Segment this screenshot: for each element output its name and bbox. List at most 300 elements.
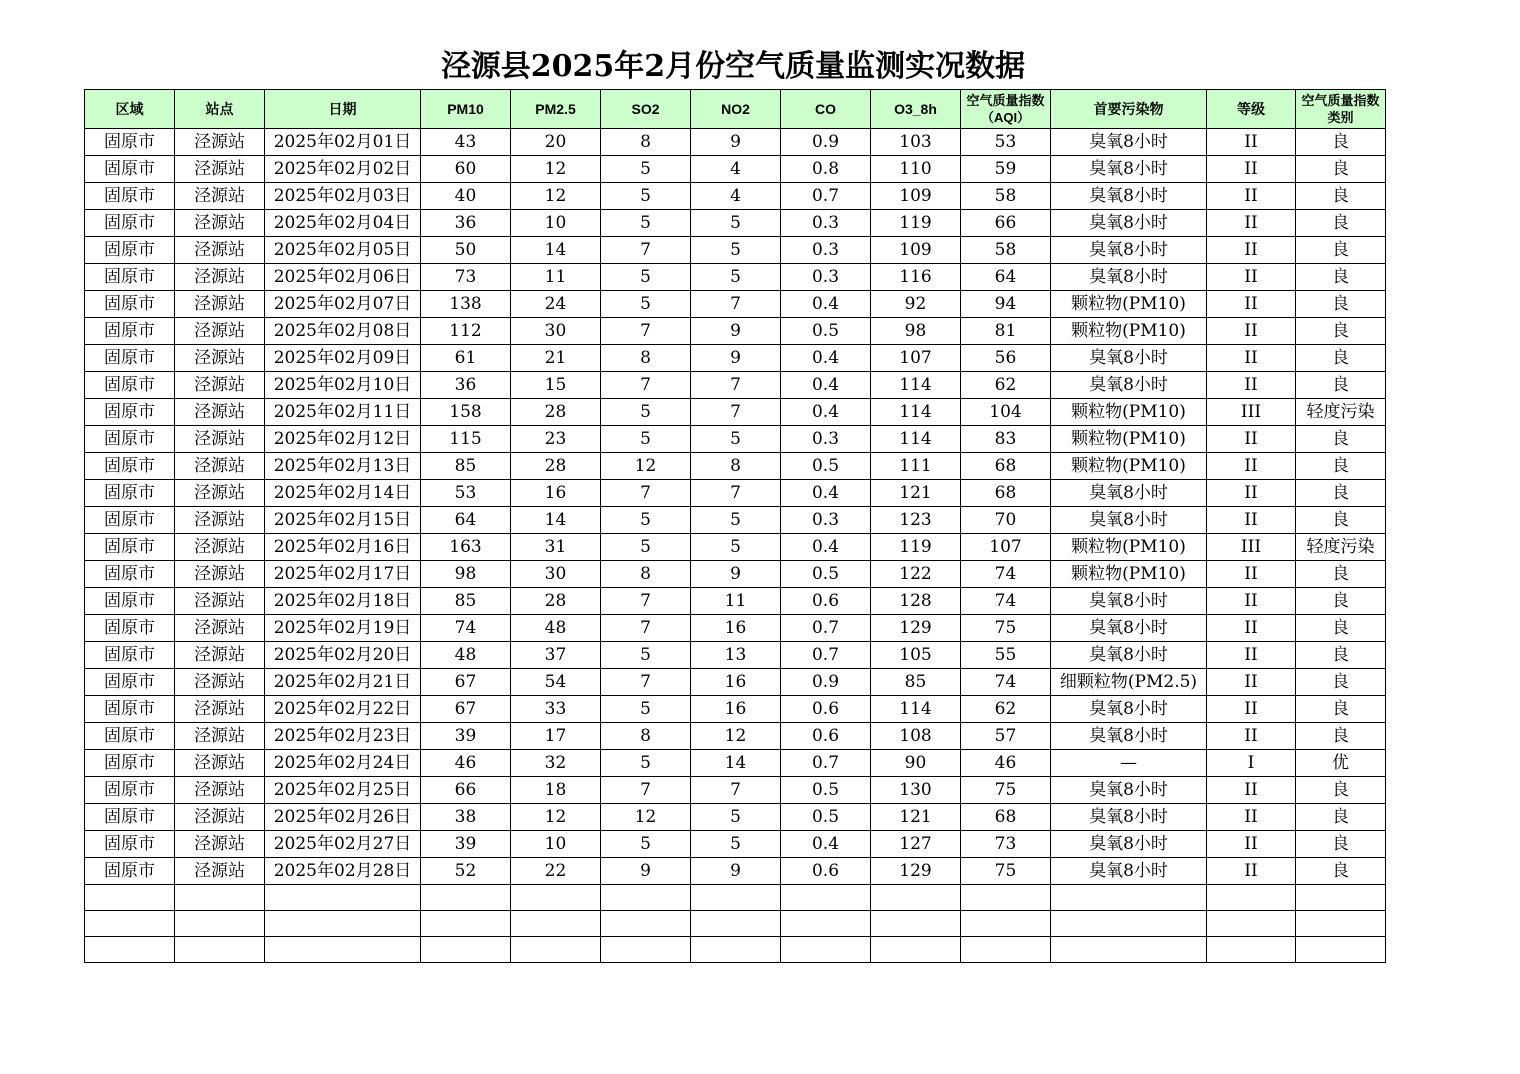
- cell-o3-8h[interactable]: 114: [871, 372, 961, 399]
- cell-region[interactable]: 固原市: [85, 264, 175, 291]
- cell-date[interactable]: 2025年02月27日: [265, 831, 421, 858]
- cell-region[interactable]: 固原市: [85, 534, 175, 561]
- empty-cell[interactable]: [175, 937, 265, 963]
- cell-date[interactable]: 2025年02月24日: [265, 750, 421, 777]
- cell-grade[interactable]: II: [1207, 372, 1296, 399]
- cell-no2[interactable]: 8: [691, 453, 781, 480]
- empty-cell[interactable]: [1051, 937, 1207, 963]
- cell-pm10[interactable]: 73: [421, 264, 511, 291]
- cell-pm10[interactable]: 74: [421, 615, 511, 642]
- cell-aqi[interactable]: 68: [961, 453, 1051, 480]
- cell-aqi-category[interactable]: 优: [1296, 750, 1386, 777]
- cell-date[interactable]: 2025年02月07日: [265, 291, 421, 318]
- cell-aqi[interactable]: 75: [961, 615, 1051, 642]
- cell-pm10[interactable]: 98: [421, 561, 511, 588]
- column-header-so2[interactable]: SO2: [601, 90, 691, 129]
- cell-co[interactable]: 0.9: [781, 669, 871, 696]
- cell-pm10[interactable]: 50: [421, 237, 511, 264]
- empty-cell[interactable]: [691, 885, 781, 911]
- cell-station[interactable]: 泾源站: [175, 345, 265, 372]
- cell-primary-pollutant[interactable]: 颗粒物(PM10): [1051, 318, 1207, 345]
- cell-grade[interactable]: I: [1207, 750, 1296, 777]
- cell-aqi[interactable]: 74: [961, 669, 1051, 696]
- cell-no2[interactable]: 4: [691, 183, 781, 210]
- empty-cell[interactable]: [781, 885, 871, 911]
- cell-no2[interactable]: 5: [691, 210, 781, 237]
- cell-station[interactable]: 泾源站: [175, 615, 265, 642]
- cell-grade[interactable]: II: [1207, 156, 1296, 183]
- cell-aqi-category[interactable]: 良: [1296, 345, 1386, 372]
- empty-cell[interactable]: [265, 937, 421, 963]
- table-row[interactable]: [85, 480, 1386, 507]
- cell-grade[interactable]: II: [1207, 588, 1296, 615]
- cell-date[interactable]: 2025年02月22日: [265, 696, 421, 723]
- cell-pm10[interactable]: 52: [421, 858, 511, 885]
- cell-aqi-category[interactable]: 良: [1296, 210, 1386, 237]
- cell-region[interactable]: 固原市: [85, 156, 175, 183]
- cell-region[interactable]: 固原市: [85, 696, 175, 723]
- table-row[interactable]: [85, 345, 1386, 372]
- cell-so2[interactable]: 7: [601, 777, 691, 804]
- cell-primary-pollutant[interactable]: 臭氧8小时: [1051, 804, 1207, 831]
- cell-aqi-category[interactable]: 轻度污染: [1296, 534, 1386, 561]
- cell-o3-8h[interactable]: 119: [871, 534, 961, 561]
- cell-primary-pollutant[interactable]: 颗粒物(PM10): [1051, 291, 1207, 318]
- table-row[interactable]: [85, 129, 1386, 156]
- cell-pm25[interactable]: 28: [511, 588, 601, 615]
- cell-date[interactable]: 2025年02月13日: [265, 453, 421, 480]
- empty-cell[interactable]: [265, 885, 421, 911]
- cell-date[interactable]: 2025年02月05日: [265, 237, 421, 264]
- cell-date[interactable]: 2025年02月12日: [265, 426, 421, 453]
- column-header-grade[interactable]: 等级: [1207, 90, 1296, 129]
- cell-pm10[interactable]: 158: [421, 399, 511, 426]
- column-header-region[interactable]: 区域: [85, 90, 175, 129]
- empty-cell[interactable]: [421, 885, 511, 911]
- cell-date[interactable]: 2025年02月28日: [265, 858, 421, 885]
- empty-cell[interactable]: [691, 937, 781, 963]
- cell-no2[interactable]: 4: [691, 156, 781, 183]
- cell-primary-pollutant[interactable]: 臭氧8小时: [1051, 615, 1207, 642]
- cell-aqi[interactable]: 64: [961, 264, 1051, 291]
- empty-cell[interactable]: [961, 937, 1051, 963]
- cell-co[interactable]: 0.9: [781, 129, 871, 156]
- cell-aqi-category[interactable]: 良: [1296, 426, 1386, 453]
- cell-co[interactable]: 0.3: [781, 426, 871, 453]
- column-header-no2[interactable]: NO2: [691, 90, 781, 129]
- cell-aqi[interactable]: 58: [961, 183, 1051, 210]
- cell-aqi[interactable]: 53: [961, 129, 1051, 156]
- cell-pm25[interactable]: 12: [511, 156, 601, 183]
- cell-co[interactable]: 0.5: [781, 318, 871, 345]
- cell-o3-8h[interactable]: 108: [871, 723, 961, 750]
- cell-o3-8h[interactable]: 109: [871, 237, 961, 264]
- empty-cell[interactable]: [175, 885, 265, 911]
- cell-co[interactable]: 0.4: [781, 291, 871, 318]
- cell-no2[interactable]: 5: [691, 534, 781, 561]
- cell-no2[interactable]: 11: [691, 588, 781, 615]
- table-row[interactable]: [85, 318, 1386, 345]
- cell-aqi-category[interactable]: 良: [1296, 588, 1386, 615]
- cell-aqi-category[interactable]: 良: [1296, 237, 1386, 264]
- cell-primary-pollutant[interactable]: 臭氧8小时: [1051, 858, 1207, 885]
- cell-region[interactable]: 固原市: [85, 345, 175, 372]
- cell-aqi[interactable]: 58: [961, 237, 1051, 264]
- empty-cell[interactable]: [961, 885, 1051, 911]
- cell-grade[interactable]: II: [1207, 345, 1296, 372]
- cell-station[interactable]: 泾源站: [175, 129, 265, 156]
- cell-aqi[interactable]: 94: [961, 291, 1051, 318]
- cell-pm25[interactable]: 32: [511, 750, 601, 777]
- cell-primary-pollutant[interactable]: 臭氧8小时: [1051, 642, 1207, 669]
- cell-primary-pollutant[interactable]: 颗粒物(PM10): [1051, 399, 1207, 426]
- cell-aqi-category[interactable]: 良: [1296, 453, 1386, 480]
- cell-region[interactable]: 固原市: [85, 480, 175, 507]
- empty-cell[interactable]: [1296, 937, 1386, 963]
- cell-region[interactable]: 固原市: [85, 183, 175, 210]
- cell-so2[interactable]: 5: [601, 426, 691, 453]
- empty-cell[interactable]: [85, 885, 175, 911]
- cell-station[interactable]: 泾源站: [175, 642, 265, 669]
- cell-no2[interactable]: 16: [691, 669, 781, 696]
- cell-grade[interactable]: II: [1207, 264, 1296, 291]
- cell-so2[interactable]: 7: [601, 480, 691, 507]
- cell-date[interactable]: 2025年02月20日: [265, 642, 421, 669]
- cell-aqi-category[interactable]: 良: [1296, 480, 1386, 507]
- cell-no2[interactable]: 5: [691, 804, 781, 831]
- cell-aqi[interactable]: 81: [961, 318, 1051, 345]
- cell-co[interactable]: 0.6: [781, 588, 871, 615]
- cell-so2[interactable]: 5: [601, 831, 691, 858]
- cell-so2[interactable]: 7: [601, 237, 691, 264]
- cell-co[interactable]: 0.5: [781, 453, 871, 480]
- cell-region[interactable]: 固原市: [85, 750, 175, 777]
- cell-grade[interactable]: II: [1207, 237, 1296, 264]
- cell-date[interactable]: 2025年02月04日: [265, 210, 421, 237]
- cell-o3-8h[interactable]: 111: [871, 453, 961, 480]
- cell-date[interactable]: 2025年02月10日: [265, 372, 421, 399]
- cell-so2[interactable]: 5: [601, 291, 691, 318]
- cell-co[interactable]: 0.7: [781, 642, 871, 669]
- cell-so2[interactable]: 7: [601, 615, 691, 642]
- cell-station[interactable]: 泾源站: [175, 777, 265, 804]
- cell-region[interactable]: 固原市: [85, 831, 175, 858]
- cell-so2[interactable]: 12: [601, 453, 691, 480]
- cell-grade[interactable]: II: [1207, 831, 1296, 858]
- cell-o3-8h[interactable]: 107: [871, 345, 961, 372]
- cell-aqi-category[interactable]: 良: [1296, 561, 1386, 588]
- cell-co[interactable]: 0.5: [781, 777, 871, 804]
- cell-pm25[interactable]: 33: [511, 696, 601, 723]
- empty-cell[interactable]: [511, 937, 601, 963]
- cell-aqi[interactable]: 104: [961, 399, 1051, 426]
- cell-aqi[interactable]: 75: [961, 777, 1051, 804]
- cell-station[interactable]: 泾源站: [175, 669, 265, 696]
- table-row[interactable]: [85, 237, 1386, 264]
- cell-station[interactable]: 泾源站: [175, 426, 265, 453]
- cell-grade[interactable]: III: [1207, 399, 1296, 426]
- cell-pm10[interactable]: 40: [421, 183, 511, 210]
- cell-no2[interactable]: 9: [691, 129, 781, 156]
- cell-co[interactable]: 0.4: [781, 480, 871, 507]
- cell-pm25[interactable]: 16: [511, 480, 601, 507]
- table-row[interactable]: [85, 642, 1386, 669]
- cell-pm10[interactable]: 36: [421, 372, 511, 399]
- cell-so2[interactable]: 8: [601, 129, 691, 156]
- cell-region[interactable]: 固原市: [85, 129, 175, 156]
- cell-aqi[interactable]: 59: [961, 156, 1051, 183]
- cell-date[interactable]: 2025年02月09日: [265, 345, 421, 372]
- cell-region[interactable]: 固原市: [85, 615, 175, 642]
- empty-cell[interactable]: [1207, 911, 1296, 937]
- cell-region[interactable]: 固原市: [85, 858, 175, 885]
- cell-primary-pollutant[interactable]: 臭氧8小时: [1051, 156, 1207, 183]
- cell-so2[interactable]: 7: [601, 372, 691, 399]
- cell-aqi[interactable]: 68: [961, 804, 1051, 831]
- cell-pm25[interactable]: 17: [511, 723, 601, 750]
- cell-o3-8h[interactable]: 110: [871, 156, 961, 183]
- cell-aqi-category[interactable]: 良: [1296, 642, 1386, 669]
- cell-o3-8h[interactable]: 129: [871, 858, 961, 885]
- cell-co[interactable]: 0.3: [781, 210, 871, 237]
- cell-pm25[interactable]: 20: [511, 129, 601, 156]
- cell-pm10[interactable]: 163: [421, 534, 511, 561]
- cell-aqi-category[interactable]: 良: [1296, 318, 1386, 345]
- cell-no2[interactable]: 14: [691, 750, 781, 777]
- cell-co[interactable]: 0.7: [781, 615, 871, 642]
- cell-o3-8h[interactable]: 98: [871, 318, 961, 345]
- cell-pm10[interactable]: 38: [421, 804, 511, 831]
- cell-primary-pollutant[interactable]: 臭氧8小时: [1051, 210, 1207, 237]
- cell-grade[interactable]: II: [1207, 507, 1296, 534]
- empty-cell[interactable]: [601, 885, 691, 911]
- cell-co[interactable]: 0.3: [781, 507, 871, 534]
- cell-grade[interactable]: II: [1207, 480, 1296, 507]
- cell-pm10[interactable]: 39: [421, 831, 511, 858]
- cell-primary-pollutant[interactable]: 臭氧8小时: [1051, 696, 1207, 723]
- table-row[interactable]: [85, 669, 1386, 696]
- cell-grade[interactable]: II: [1207, 642, 1296, 669]
- cell-pm10[interactable]: 64: [421, 507, 511, 534]
- empty-cell[interactable]: [1207, 937, 1296, 963]
- cell-region[interactable]: 固原市: [85, 372, 175, 399]
- cell-no2[interactable]: 7: [691, 291, 781, 318]
- empty-table-row[interactable]: [85, 937, 1386, 963]
- cell-o3-8h[interactable]: 122: [871, 561, 961, 588]
- cell-date[interactable]: 2025年02月16日: [265, 534, 421, 561]
- cell-o3-8h[interactable]: 127: [871, 831, 961, 858]
- cell-aqi-category[interactable]: 良: [1296, 291, 1386, 318]
- cell-primary-pollutant[interactable]: 臭氧8小时: [1051, 480, 1207, 507]
- cell-pm10[interactable]: 67: [421, 696, 511, 723]
- cell-co[interactable]: 0.5: [781, 804, 871, 831]
- cell-aqi-category[interactable]: 良: [1296, 615, 1386, 642]
- cell-grade[interactable]: II: [1207, 210, 1296, 237]
- cell-so2[interactable]: 7: [601, 669, 691, 696]
- cell-o3-8h[interactable]: 114: [871, 426, 961, 453]
- table-row[interactable]: [85, 804, 1386, 831]
- table-row[interactable]: [85, 696, 1386, 723]
- cell-aqi-category[interactable]: 良: [1296, 669, 1386, 696]
- cell-region[interactable]: 固原市: [85, 777, 175, 804]
- table-row[interactable]: [85, 750, 1386, 777]
- cell-pm10[interactable]: 39: [421, 723, 511, 750]
- empty-cell[interactable]: [601, 937, 691, 963]
- empty-table-row[interactable]: [85, 911, 1386, 937]
- cell-station[interactable]: 泾源站: [175, 453, 265, 480]
- cell-aqi[interactable]: 70: [961, 507, 1051, 534]
- cell-aqi-category[interactable]: 良: [1296, 264, 1386, 291]
- cell-station[interactable]: 泾源站: [175, 480, 265, 507]
- cell-no2[interactable]: 16: [691, 696, 781, 723]
- cell-date[interactable]: 2025年02月17日: [265, 561, 421, 588]
- cell-no2[interactable]: 9: [691, 858, 781, 885]
- empty-cell[interactable]: [871, 937, 961, 963]
- cell-date[interactable]: 2025年02月11日: [265, 399, 421, 426]
- cell-co[interactable]: 0.4: [781, 372, 871, 399]
- cell-pm25[interactable]: 18: [511, 777, 601, 804]
- empty-cell[interactable]: [85, 937, 175, 963]
- cell-station[interactable]: 泾源站: [175, 804, 265, 831]
- cell-so2[interactable]: 5: [601, 210, 691, 237]
- cell-no2[interactable]: 13: [691, 642, 781, 669]
- cell-grade[interactable]: II: [1207, 804, 1296, 831]
- cell-pm25[interactable]: 15: [511, 372, 601, 399]
- cell-date[interactable]: 2025年02月02日: [265, 156, 421, 183]
- empty-cell[interactable]: [781, 911, 871, 937]
- cell-primary-pollutant[interactable]: 臭氧8小时: [1051, 372, 1207, 399]
- cell-primary-pollutant[interactable]: 颗粒物(PM10): [1051, 561, 1207, 588]
- cell-date[interactable]: 2025年02月18日: [265, 588, 421, 615]
- table-row[interactable]: [85, 615, 1386, 642]
- cell-co[interactable]: 0.8: [781, 156, 871, 183]
- cell-region[interactable]: 固原市: [85, 804, 175, 831]
- cell-primary-pollutant[interactable]: 细颗粒物(PM2.5): [1051, 669, 1207, 696]
- cell-aqi-category[interactable]: 良: [1296, 183, 1386, 210]
- cell-region[interactable]: 固原市: [85, 642, 175, 669]
- empty-cell[interactable]: [1207, 885, 1296, 911]
- column-header-aqi-category[interactable]: 空气质量指数类别: [1296, 90, 1386, 129]
- cell-o3-8h[interactable]: 90: [871, 750, 961, 777]
- cell-o3-8h[interactable]: 129: [871, 615, 961, 642]
- cell-region[interactable]: 固原市: [85, 561, 175, 588]
- empty-cell[interactable]: [871, 885, 961, 911]
- cell-pm10[interactable]: 67: [421, 669, 511, 696]
- cell-pm10[interactable]: 66: [421, 777, 511, 804]
- cell-so2[interactable]: 8: [601, 561, 691, 588]
- cell-so2[interactable]: 7: [601, 318, 691, 345]
- table-row[interactable]: [85, 264, 1386, 291]
- cell-aqi[interactable]: 55: [961, 642, 1051, 669]
- cell-aqi[interactable]: 66: [961, 210, 1051, 237]
- cell-primary-pollutant[interactable]: 颗粒物(PM10): [1051, 453, 1207, 480]
- cell-region[interactable]: 固原市: [85, 291, 175, 318]
- cell-o3-8h[interactable]: 121: [871, 804, 961, 831]
- cell-aqi-category[interactable]: 良: [1296, 831, 1386, 858]
- cell-pm25[interactable]: 23: [511, 426, 601, 453]
- table-row[interactable]: [85, 561, 1386, 588]
- empty-table-row[interactable]: [85, 885, 1386, 911]
- cell-aqi[interactable]: 107: [961, 534, 1051, 561]
- cell-primary-pollutant[interactable]: 臭氧8小时: [1051, 777, 1207, 804]
- cell-co[interactable]: 0.3: [781, 237, 871, 264]
- cell-no2[interactable]: 5: [691, 264, 781, 291]
- cell-grade[interactable]: III: [1207, 534, 1296, 561]
- cell-primary-pollutant[interactable]: 臭氧8小时: [1051, 264, 1207, 291]
- column-header-o3-8h[interactable]: O3_8h: [871, 90, 961, 129]
- cell-primary-pollutant[interactable]: 臭氧8小时: [1051, 831, 1207, 858]
- cell-o3-8h[interactable]: 114: [871, 399, 961, 426]
- cell-primary-pollutant[interactable]: 臭氧8小时: [1051, 723, 1207, 750]
- cell-date[interactable]: 2025年02月06日: [265, 264, 421, 291]
- cell-so2[interactable]: 5: [601, 507, 691, 534]
- cell-grade[interactable]: II: [1207, 777, 1296, 804]
- cell-so2[interactable]: 8: [601, 345, 691, 372]
- cell-pm25[interactable]: 12: [511, 804, 601, 831]
- empty-cell[interactable]: [511, 885, 601, 911]
- cell-o3-8h[interactable]: 121: [871, 480, 961, 507]
- empty-cell[interactable]: [421, 937, 511, 963]
- cell-station[interactable]: 泾源站: [175, 750, 265, 777]
- table-row[interactable]: [85, 372, 1386, 399]
- empty-cell[interactable]: [601, 911, 691, 937]
- cell-o3-8h[interactable]: 109: [871, 183, 961, 210]
- cell-co[interactable]: 0.7: [781, 750, 871, 777]
- cell-co[interactable]: 0.3: [781, 264, 871, 291]
- cell-o3-8h[interactable]: 85: [871, 669, 961, 696]
- column-header-pm10[interactable]: PM10: [421, 90, 511, 129]
- cell-pm10[interactable]: 61: [421, 345, 511, 372]
- cell-no2[interactable]: 12: [691, 723, 781, 750]
- cell-aqi[interactable]: 57: [961, 723, 1051, 750]
- column-header-pm25[interactable]: PM2.5: [511, 90, 601, 129]
- cell-primary-pollutant[interactable]: 臭氧8小时: [1051, 588, 1207, 615]
- empty-cell[interactable]: [961, 911, 1051, 937]
- cell-aqi[interactable]: 74: [961, 561, 1051, 588]
- cell-pm25[interactable]: 30: [511, 561, 601, 588]
- cell-no2[interactable]: 7: [691, 372, 781, 399]
- cell-station[interactable]: 泾源站: [175, 156, 265, 183]
- empty-cell[interactable]: [691, 911, 781, 937]
- cell-grade[interactable]: II: [1207, 696, 1296, 723]
- table-row[interactable]: [85, 156, 1386, 183]
- cell-pm10[interactable]: 138: [421, 291, 511, 318]
- cell-so2[interactable]: 8: [601, 723, 691, 750]
- cell-station[interactable]: 泾源站: [175, 291, 265, 318]
- cell-pm25[interactable]: 12: [511, 183, 601, 210]
- cell-aqi[interactable]: 46: [961, 750, 1051, 777]
- cell-grade[interactable]: II: [1207, 669, 1296, 696]
- column-header-primary-pollutant[interactable]: 首要污染物: [1051, 90, 1207, 129]
- empty-cell[interactable]: [511, 911, 601, 937]
- cell-co[interactable]: 0.7: [781, 183, 871, 210]
- empty-cell[interactable]: [1051, 911, 1207, 937]
- cell-no2[interactable]: 5: [691, 237, 781, 264]
- cell-aqi[interactable]: 75: [961, 858, 1051, 885]
- cell-station[interactable]: 泾源站: [175, 264, 265, 291]
- cell-so2[interactable]: 12: [601, 804, 691, 831]
- cell-date[interactable]: 2025年02月21日: [265, 669, 421, 696]
- cell-no2[interactable]: 5: [691, 507, 781, 534]
- cell-no2[interactable]: 5: [691, 831, 781, 858]
- cell-grade[interactable]: II: [1207, 615, 1296, 642]
- cell-o3-8h[interactable]: 116: [871, 264, 961, 291]
- cell-pm25[interactable]: 22: [511, 858, 601, 885]
- cell-so2[interactable]: 5: [601, 750, 691, 777]
- cell-pm25[interactable]: 48: [511, 615, 601, 642]
- column-header-aqi[interactable]: 空气质量指数（AQI）: [961, 90, 1051, 129]
- cell-station[interactable]: 泾源站: [175, 696, 265, 723]
